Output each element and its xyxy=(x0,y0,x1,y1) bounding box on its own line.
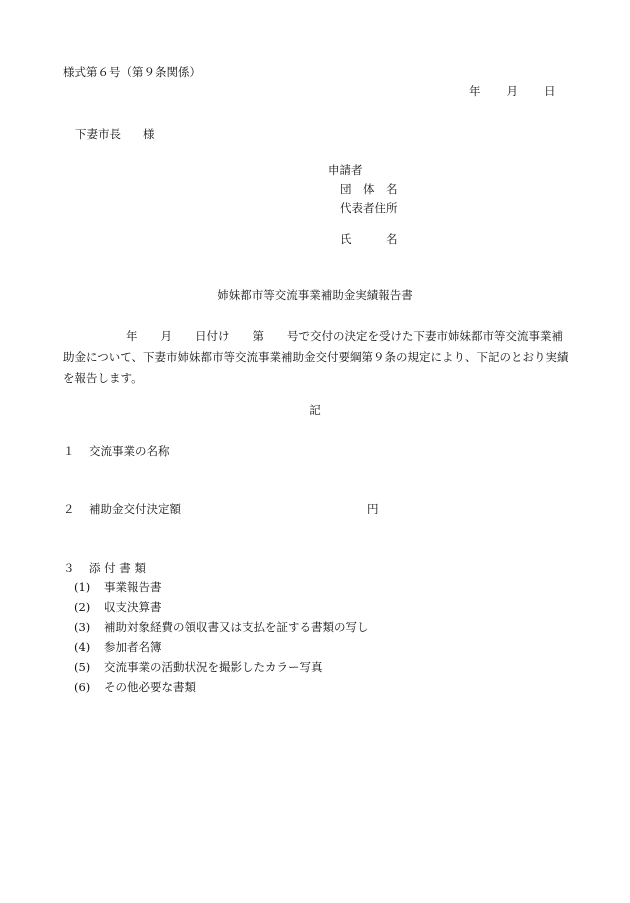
list-item xyxy=(74,582,369,602)
item-number: １ xyxy=(63,444,75,458)
item-number: ２ xyxy=(63,502,75,516)
yen-unit: 円 xyxy=(367,502,379,516)
list-item xyxy=(74,602,369,622)
item-number: ３ xyxy=(63,561,75,575)
applicant-label: 申請者 xyxy=(328,163,363,177)
list-item-label: 交流事業の活動状況を撮影したカラー写真 xyxy=(104,660,323,674)
list-item-label: 事業報告書 xyxy=(104,580,162,594)
body-text: 年 月 日付け 第 号で交付の決定を受けた下妻市姉妹都市等交流事業補助金について、下妻市姉妹都市等交流事業補助金交付要綱第９条の規定により、下記のとおり実績を報告します。 xyxy=(63,329,569,385)
document-title: 姉妹都市等交流事業補助金実績報告書 xyxy=(217,288,413,302)
list-item-label: 補助対象経費の領収書又は支払を証する書類の写し xyxy=(104,620,369,634)
item-label: 交流事業の名称 xyxy=(89,444,170,458)
date-year-label: 年 xyxy=(469,84,481,98)
item-subsidy-amount xyxy=(63,504,181,516)
list-item xyxy=(74,662,369,682)
list-item xyxy=(74,642,369,662)
list-item-number: (4) xyxy=(74,640,91,654)
list-item-label: 参加者名簿 xyxy=(104,640,162,654)
date-day-label: 日 xyxy=(544,84,556,98)
org-name-label: 団 体 名 xyxy=(340,182,398,196)
list-item-number: (3) xyxy=(74,620,91,634)
item-label: 補助金交付決定額 xyxy=(89,502,181,516)
list-item-label: 収支決算書 xyxy=(104,600,162,614)
recipient xyxy=(75,129,155,141)
rep-address-label: 代表者住所 xyxy=(340,201,398,215)
body-paragraph xyxy=(63,326,569,389)
date-line xyxy=(469,86,556,98)
recipient-honorific: 様 xyxy=(143,127,155,141)
list-item-number: (6) xyxy=(74,680,91,694)
item-project-name xyxy=(63,446,170,458)
date-month-label: 月 xyxy=(506,84,518,98)
attachment-list xyxy=(74,582,369,702)
list-item xyxy=(74,622,369,642)
list-item-number: (1) xyxy=(74,580,91,594)
rep-name-label: 氏 名 xyxy=(340,232,398,246)
list-item xyxy=(74,682,369,702)
form-number: 様式第６号（第９条関係） xyxy=(63,65,201,79)
recipient-name: 下妻市長 xyxy=(75,127,121,141)
list-item-number: (5) xyxy=(74,660,91,674)
ki-heading: 記 xyxy=(309,403,321,417)
list-item-label: その他必要な書類 xyxy=(104,680,196,694)
item-label: 添 付 書 類 xyxy=(89,561,146,575)
list-item-number: (2) xyxy=(74,600,91,614)
item-attachments xyxy=(63,563,146,575)
